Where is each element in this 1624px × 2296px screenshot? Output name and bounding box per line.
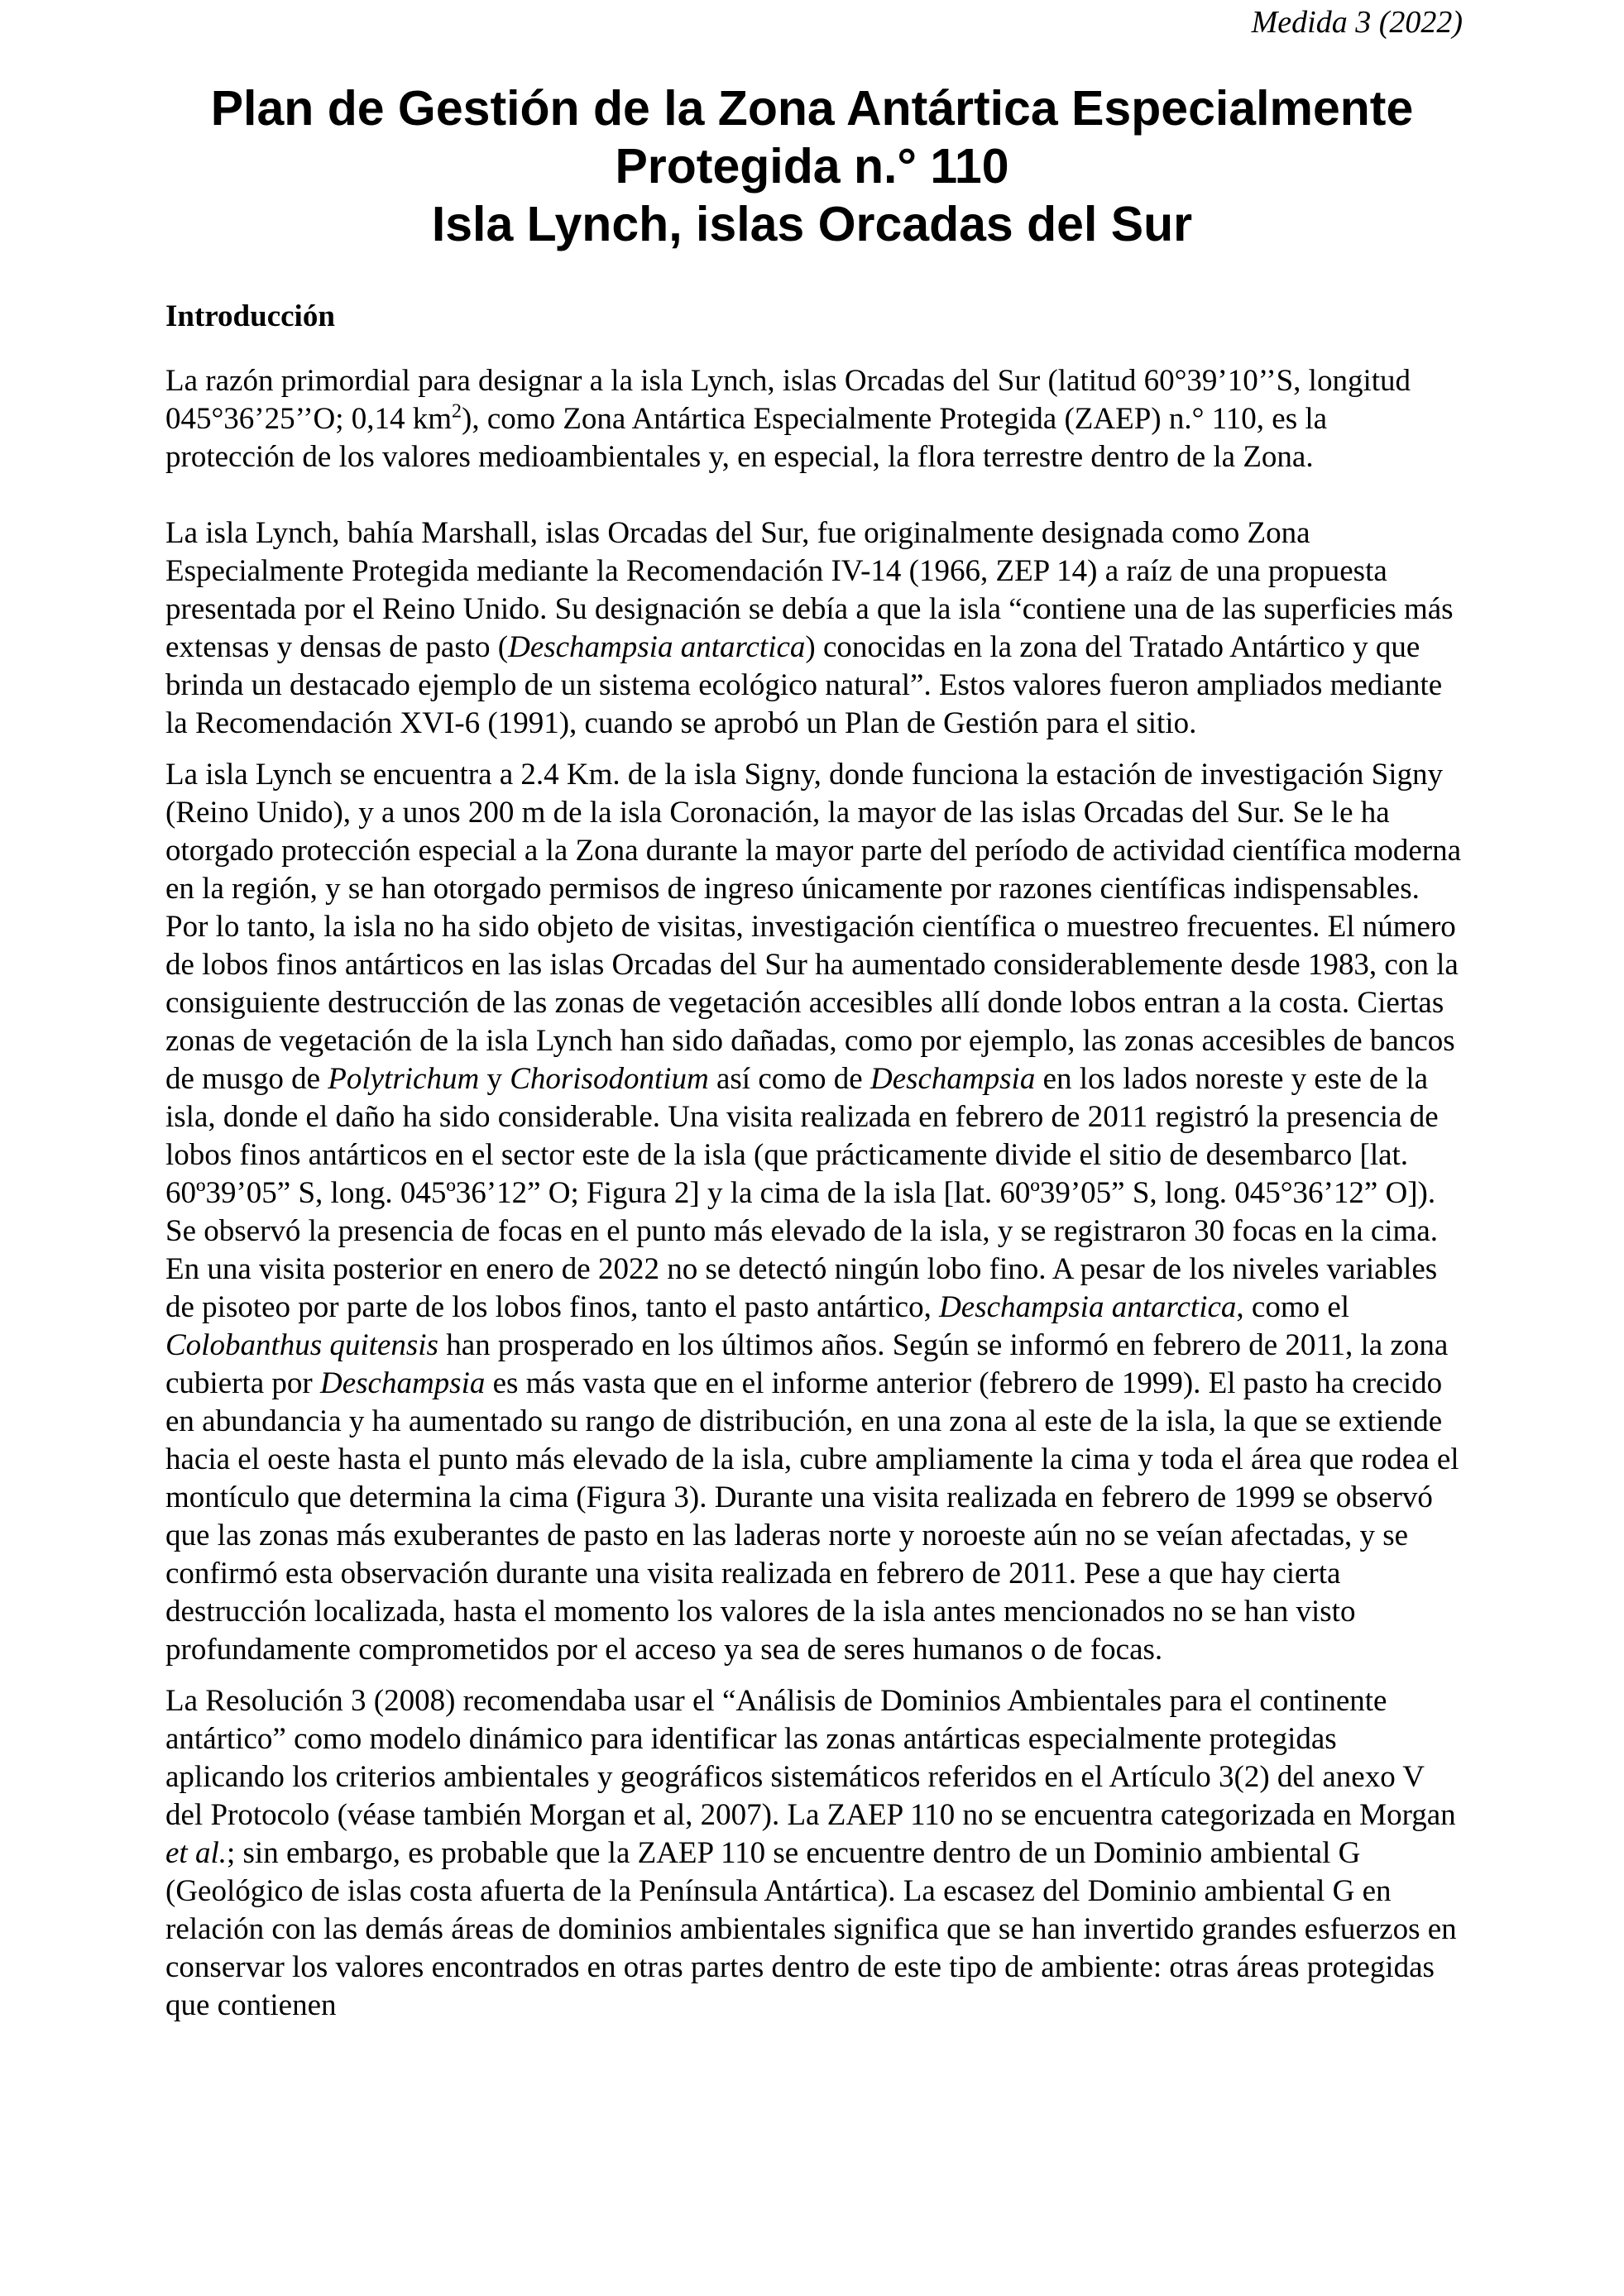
- paragraph-4: La Resolución 3 (2008) recomendaba usar el “Análisis de Dominios Ambientales para el continente antártico” como modelo dinámico para identificar las zonas antárticas especialmente protegidas aplicando los criterios ambientales y geográficos sistemáticos referidos en el Artículo 3(2) del anexo V del Protocolo (véase también Morgan et al, 2007). La ZAEP 110 no se encuentra categorizada en Morgan et al.; sin embargo, es probable que la ZAEP 110 se encuentre dentro de un Dominio ambiental G (Geológico de islas costa afuerta de la Península Antártica). La escasez del Dominio ambiental G en relación con las demás áreas de dominios ambientales significa que se han invertido grandes esfuerzos en conservar los valores encontrados en otras partes dentro de este tipo de ambiente: otras áreas protegidas que contienen: [165, 1684, 1457, 2022]
- species-name: Chorisodontium: [510, 1062, 709, 1096]
- species-name: Polytrichum: [328, 1062, 480, 1096]
- title-line-3: Isla Lynch, islas Orcadas del Sur: [431, 197, 1193, 251]
- paragraph-3: La isla Lynch se encuentra a 2.4 Km. de la isla Signy, donde funciona la estación de investigación Signy (Reino Unido), y a unos 200 m de la isla Coronación, la mayor de las islas Orcadas del Sur. Se le ha otorgado protección especial a la Zona durante la mayor parte del período de actividad científica moderna en la región, y se han otorgado permisos de ingreso únicamente por razones científicas indispensables. Por lo tanto, la isla no ha sido objeto de visitas, investigación científica o muestreo frecuentes. El número de lobos finos antárticos en las islas Orcadas del Sur ha aumentado considerablemente desde 1983, con la consiguiente destrucción de las zonas de vegetación accesibles allí donde lobos entran a la costa. Ciertas zonas de vegetación de la isla Lynch han sido dañadas, como por ejemplo, las zonas accesibles de bancos de musgo de Polytrichum y Chorisodontium así como de Deschampsia en los lados noreste y este de la isla, donde el daño ha sido considerable. Una visita realizada en febrero de 2011 registró la presencia de lobos finos antárticos en el sector este de la isla (que prácticamente divide el sitio de desembarco [lat. 60º39’05” S, long. 045º36’12” O; Figura 2] y la cima de la isla [lat. 60º39’05” S, long. 045°36’12” O]). Se observó la presencia de focas en el punto más elevado de la isla, y se registraron 30 focas en la cima. En una visita posterior en enero de 2022 no se detectó ningún lobo fino. A pesar de los niveles variables de pisoteo por parte de los lobos finos, tanto el pasto antártico, Deschampsia antarctica, como el Colobanthus quitensis han prosperado en los últimos años. Según se informó en febrero de 2011, la zona cubierta por Deschampsia es más vasta que en el informe anterior (febrero de 1999). El pasto ha crecido en abundancia y ha aumentado su rango de distribución, en una zona al este de la isla, la que se extiende hacia el oeste hasta el punto más elevado de la isla, cubre ampliamente la cima y toda el área que rodea el montículo que determina la cima (Figura 3). Durante una visita realizada en febrero de 1999 se observó que las zonas más exuberantes de pasto en las laderas norte y noroeste aún no se veían afectadas, y se confirmó esta observación durante una visita realizada en febrero de 2011. Pese a que hay cierta destrucción localizada, hasta el momento los valores de la isla antes mencionados no se han visto profundamente comprometidos por el acceso ya sea de seres humanos o de focas.: [165, 758, 1461, 1667]
- paragraph-1: La razón primordial para designar a la isla Lynch, islas Orcadas del Sur (latitud 60°39’10’’S, longitud 045°36’25’’O; 0,14 $km^2$), como Zona Antártica Especialmente Protegida (ZAEP) n.° 110, es la protección de los valores medioambientales y, en especial, la flora terrestre dentro de la Zona.: [165, 364, 1411, 474]
- section-heading-introduction: Introducción: [165, 299, 335, 333]
- document-title: [165, 79, 1459, 253]
- title-line-2: Protegida n.° 110: [615, 139, 1009, 194]
- measure-label: Medida 3 (2022): [1251, 5, 1463, 40]
- species-name: Colobanthus quitensis: [165, 1328, 438, 1362]
- paragraph-2: La isla Lynch, bahía Marshall, islas Orcadas del Sur, fue originalmente designada como Zona Especialmente Protegida mediante la Recomendación IV-14 (1966, ZEP 14) a raíz de una propuesta presentada por el Reino Unido. Su designación se debía a que la isla “contiene una de las superficies más extensas y densas de pasto (Deschampsia antarctica) conocidas en la zona del Tratado Antártico y que brinda un destacado ejemplo de un sistema ecológico natural”. Estos valores fueron ampliados mediante la Recomendación XVI-6 (1991), cuando se aprobó un Plan de Gestión para el sitio.: [165, 516, 1454, 740]
- species-name: Deschampsia antarctica: [508, 630, 806, 664]
- species-name: Deschampsia: [319, 1366, 486, 1400]
- document-body: [165, 298, 1463, 2025]
- superscript: 2: [452, 400, 462, 423]
- citation-etal: et al.: [165, 1836, 227, 1870]
- species-name: Deschampsia: [869, 1062, 1036, 1096]
- title-line-1: Plan de Gestión de la Zona Antártica Especialmente: [210, 81, 1414, 136]
- species-name: Deschampsia antarctica: [939, 1290, 1237, 1324]
